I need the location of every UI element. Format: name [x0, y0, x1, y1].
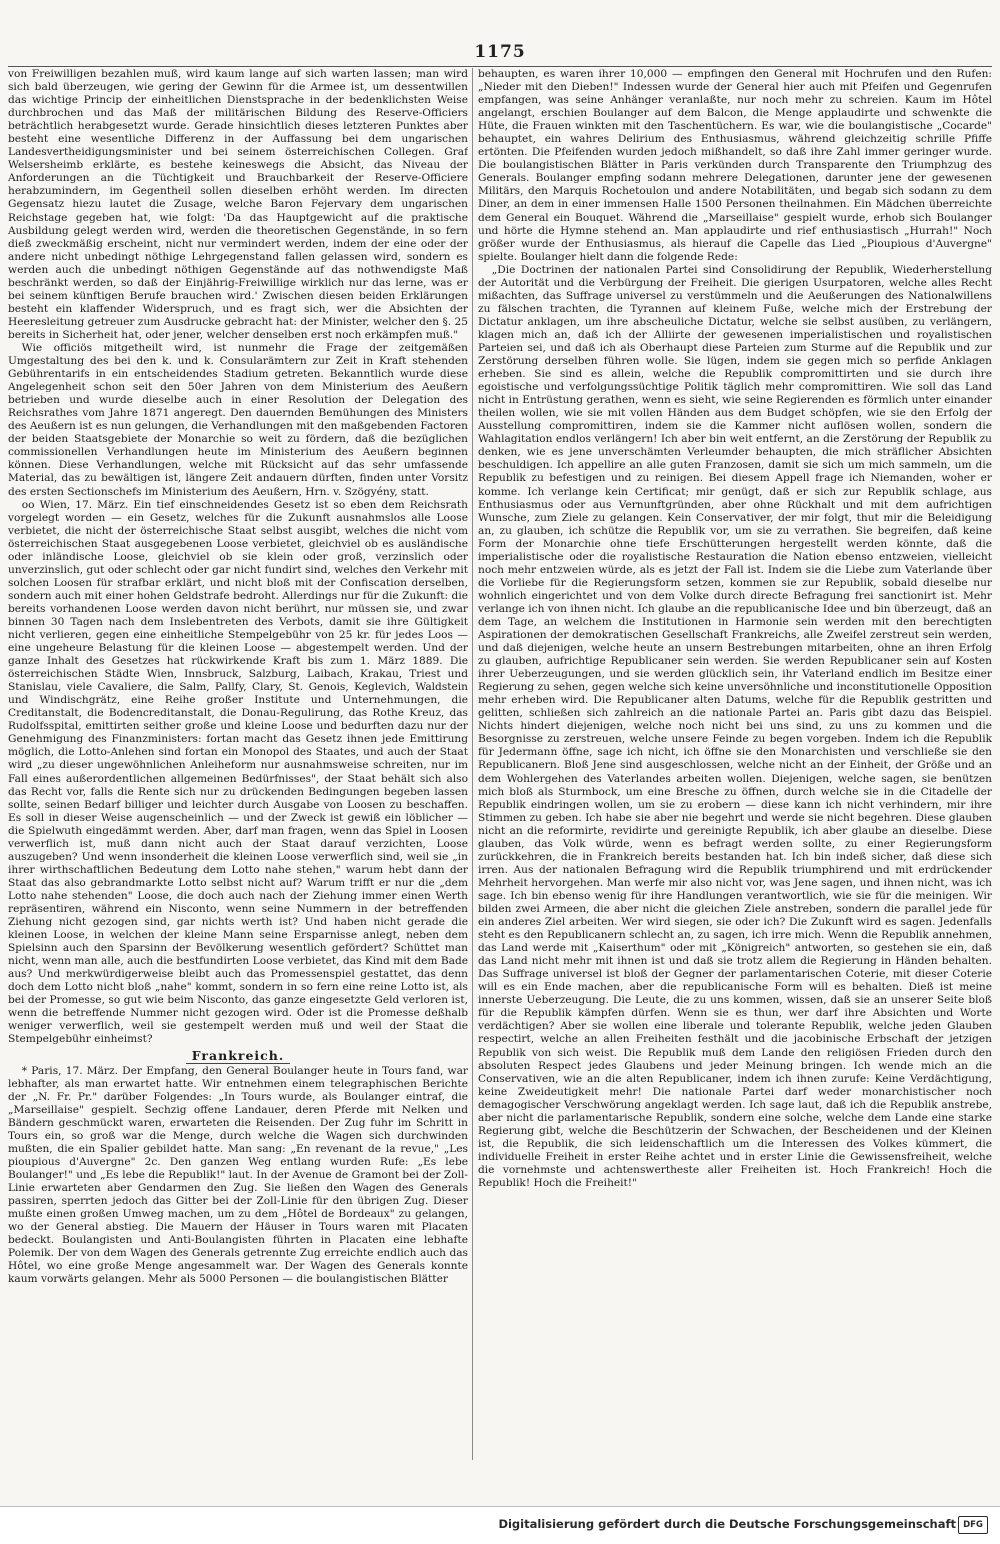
page-number: 1175	[474, 42, 526, 62]
footer-bar	[0, 1506, 1000, 1544]
article-paragraph: oo Wien, 17. März. Ein tief einschneidendes Gesetz ist so eben dem Reichsrath vorgelegt worden — ein Gesetz, welches für die Zukunft ausnahmslos alle Loose verbietet, die nicht der österreichische Staat selbst ausgibt, welches die nicht vom österreichischen Staat ausgegebenen Loose verbietet, gleichviel ob es ausländische oder inländische Loose, gleichviel ob sie klein oder groß, verzinslich oder unverzinslich, gut oder schlecht oder gar nicht fundirt sind, welches den Verkehr mit solchen Loosen für strafbar erklärt, und nicht bloß mit der Confiscation derselben, sondern auch mit einer hohen Geldstrafe bedroht. Allerdings nur für die Zukunft: die bereits vorhandenen Loose werden davon nicht berührt, nur müssen sie, und zwar binnen 30 Tagen nach dem Inslebentreten des Verbots, damit sie ihre Gültigkeit nicht verlieren, gegen eine einheitliche Stempelgebühr von 25 kr. für jedes Loos — eine ungeheure Belastung für die kleinen Loose — abgestempelt werden. Und der ganze Inhalt des Gesetzes hat rückwirkende Kraft bis zum 1. März 1889. Die österreichischen Städte Wien, Innsbruck, Salzburg, Laibach, Krakau, Triest und Stanislau, viele Cavaliere, die Salm, Pallfy, Clary, St. Genois, Keglevich, Waldstein und Windischgrätz, eine Reihe großer Institute und Unternehmungen, die Creditanstalt, die Bodencreditanstalt, die Donau-Regulirung, das Rothe Kreuz, das Rudolfsspital, emittirten seither große und kleine Loose und bedurften dazu nur der Genehmigung des Finanzministers: fortan macht das Gesetz ihnen jede Emittirung möglich, die Lotto-Anlehen sind fortan ein Monopol des Staates, und auch der Staat wird „zu dieser ungewöhnlichen Anleiheform nur ausnahmsweise schreiten, nur im Fall eines außerordentlichen allgemeinen Bedürfnisses", der Staat behält sich also das Recht vor, falls die Rente sich nur zu drückenden Bedingungen begeben lassen sollte, seinen Bedarf billiger und leichter durch Ausgabe von Loosen zu beschaffen. Es soll in dieser Weise augenscheinlich — und der Zweck ist gewiß ein löblicher — die Spielwuth eingedämmt werden. Aber, darf man fragen, wenn das Spiel in Loosen verwerflich ist, muß dann nicht auch der Staat darauf verzichten, Loose auszugeben? Und wenn insonderheit die kleinen Loose verwerflich sind, weil sie „in ihrer wirthschaftlichen Bedeutung dem Lotto nahe stehen," warum hebt dann der Staat das also gebrandmarkte Lotto selbst nicht auf? Warum trifft er nur die „dem Lotto nahe stehenden" Loose, die doch auch nach der Ziehung immer einen Werth repräsentiren, während ein Nisconto, wenn seine Nummern in der betreffenden Ziehung nicht gezogen sind, gar nichts werth ist? Und haben nicht gerade die kleinen Loose, in welchen der kleine Mann seine Ersparnisse anlegt, neben dem Spielsinn auch den Sparsinn der Bevölkerung wesentlich gefördert? Schüttet man nicht, wenn man alle, auch die bestfundirten Loose verbietet, das Kind mit dem Bade aus? Und merkwürdigerweise bleibt auch das Promessenspiel gestattet, das denn doch dem Lotto nicht bloß „nahe" kommt, sondern in so fern eine reine Lotto ist, als bei der Promesse, so gut wie beim Nisconto, das ganze eingesetzte Geld verloren ist, wenn die betreffende Nummer nicht gezogen wird. Oder ist die Promesse deßhalb weniger verwerflich, weil sie gestempelt werden muß und weil der Staat die Stempelgebühr einheimst?	[8, 498, 468, 1046]
column-divider	[472, 68, 473, 1460]
section-heading-text: Frankreich.	[186, 1049, 290, 1064]
article-paragraph: von Freiwilligen bezahlen muß, wird kaum lange auf sich warten lassen; man wird sich bald überzeugen, wie gering der Gewinn für die Armee ist, um dessentwillen das wichtige Princip der einheitlichen Dienstsprache in der bedenklichsten Weise durchbrochen und das Maß der militärischen Bildung des Reserve-Officiers beträchtlich herabgesetzt wurde. Gerade hinsichtlich dieses letzteren Punktes aber besteht eine wesentliche Differenz in der Auffassung bei dem ungarischen Landesvertheidigungsminister und bei seinem österreichischen Collegen. Graf Welsersheimb erklärte, es bestehe keineswegs die Absicht, das Niveau der Anforderungen an die Tüchtigkeit und Brauchbarkeit der Reserve-Officiere herabzumindern, im Gegentheil sollen dieselben erhöht werden. Im directen Gegensatz hiezu lautet die Zusage, welche Baron Fejervary dem ungarischen Reichstage gegeben hat, wie folgt: 'Da das Hauptgewicht auf die praktische Ausbildung gelegt werden wird, werden die theoretischen Gegenstände, in so fern dieß zweckmäßig erscheint, nicht nur vermindert werden, indem der eine oder der andere nicht unbedingt nöthige Lehrgegenstand fallen gelassen wird, sondern es werden auch die unbedingt nöthigen Gegenstände auf das nothwendigste Maß beschränkt werden, so daß der Einjährig-Freiwillige wirklich nur das lerne, was er bei seinem künftigen Berufe brauchen wird.' Zwischen diesen beiden Erklärungen besteht ein klaffender Widerspruch, und es fragt sich, wer die Absichten der Heeresleitung getreuer zum Ausdrucke gebracht hat: der Minister, welcher den §. 25 bereits in Sicherheit hat, oder jener, welcher denselben erst noch erkämpfen muß."	[8, 68, 468, 341]
article-paragraph: Wie officiös mitgetheilt wird, ist nunmehr die Frage der zeitgemäßen Umgestaltung des bei den k. und k. Consularämtern zur Zeit in Kraft stehenden Gebührentarifs in ein entscheidendes Stadium getreten. Bekanntlich wurde diese Angelegenheit schon seit den 50er Jahren von dem Ministerium des Aeußern betrieben und wurde dieselbe auch in einer Resolution der Delegation des Reichsrathes vom Jahre 1871 angeregt. Den dauernden Bemühungen des Ministers des Aeußern ist es nun gelungen, die Verhandlungen mit den maßgebenden Factoren der beiden Staatsgebiete der Monarchie so weit zu fördern, daß die bezüglichen commissionellen Verhandlungen heute im Ministerium des Aeußern beginnen können. Diese Verhandlungen, welche mit Rücksicht auf das sehr umfassende Material, das zu bewältigen ist, längere Zeit andauern dürften, finden unter Vorsitz des ersten Sectionschefs im Ministerium des Aeußern, Hrn. v. Szögyény, statt.	[8, 341, 468, 498]
left-column	[8, 68, 468, 1506]
right-column	[478, 68, 992, 1506]
dfg-logo: DFG	[958, 1516, 988, 1534]
section-heading	[8, 1049, 468, 1064]
article-paragraph: * Paris, 17. März. Der Empfang, den General Boulanger heute in Tours fand, war lebhafter, als man erwartet hatte. Wir entnehmen einem telegraphischen Berichte der „N. Fr. Pr." darüber Folgendes: „In Tours wurde, als Boulanger eintraf, die „Marseillaise" gespielt. Sechzig offene Landauer, deren Pferde mit Nelken und Bändern geschmückt waren, erwarteten die Reisenden. Der Zug fuhr im Schritt in Tours ein, so groß war die Menge, durch welche die Wagen sich durchwinden mußten, die ein Spalier gebildet hatte. Man sang: „En revenant de la revue," „Les pioupious d'Auvergne" 2c. Den ganzen Weg entlang wurden Rufe: „Es lebe Boulanger!" und „Es lebe die Republik!" laut. In der Avenue de Gramont bei der Zoll-Linie erwarteten aber Gendarmen den Zug. Sie ließen den Wagen des Generals passiren, sperrten jedoch das Gitter bei der Zoll-Linie für den übrigen Zug. Dieser mußte einen großen Umweg machen, um zu dem „Hôtel de Bordeaux" zu gelangen, wo der General abstieg. Die Mauern der Häuser in Tours waren mit Placaten bedeckt. Boulangisten und Anti-Boulangisten führten in Placaten eine lebhafte Polemik. Der von dem Wagen des Generals getrennte Zug erreichte endlich auch das Hôtel, wo eine große Menge angesammelt war. Der Wagen des Generals konnte kaum vorwärts gelangen. Mehr als 5000 Personen — die boulangistischen Blätter	[8, 1064, 468, 1286]
speech-paragraph: „Die Doctrinen der nationalen Partei sind Consolidirung der Republik, Wiederherstellung der Autorität und die Verbürgung der Freiheit. Die gierigen Usurpatoren, welche alles Recht mißachten, das Suffrage universel zu verstümmeln und die Aeußerungen des Nationalwillens zu fälschen trachten, die Tyrannen auf kleinem Fuße, welche mich der Erstrebung der Dictatur anklagen, um ihre abscheuliche Dictatur, welche sie selbst ausüben, zu verlängern, klagen mich an, daß ich der Alliirte der gewesenen imperialistischen und royalistischen Parteien sei, und daß ich als Oberhaupt diese Parteien zum Sturme auf die Republik und zur Zerstörung derselben führen wolle. Sie lügen, indem sie gegen mich so perfide Anklagen erheben. Sie sind es allein, welche die Republik compromittirten und sie durch ihre egoistische und verfolgungssüchtige Politik täglich mehr compromittiren. Wie soll das Land nicht in Entrüstung gerathen, wenn es sieht, wie seine Regierenden es förmlich unter einander theilen wollen, wie sie mit vollen Händen aus dem Budget schöpfen, wie sie den Erfolg der Ausstellung compromittiren, indem sie die Kammer nicht auflösen wollen, sondern die Wahlagitation endlos verlängern! Ich aber bin weit entfernt, an die Zerstörung der Republik zu denken, wie es jene unverschämten Verleumder behaupten, die mich sträflicher Absichten beschuldigen. Ich appellire an alle guten Franzosen, damit sie sich um mich sammeln, um die Republik zu befestigen und zu reinigen. Bei diesem Appell frage ich Niemanden, woher er komme. Ich verlange kein Certificat; mir genügt, daß er sich zur Republik schlage, aus Enthusiasmus oder aus Vernunftgründen, aber ohne Rückhalt und mit dem aufrichtigen Wunsche, zum Ziele zu gelangen. Kein Conservativer, der mir folgt, thut mir die Beleidigung an, zu glauben, ich schütze die Republik vor, um sie zu verrathen. Sie begreifen, daß keine Form der Monarchie ohne tiefe Erschütterungen hergestellt werden könnte, daß die imperialistische oder die royalistische Restauration die Nation ebenso entzweien, vielleicht noch mehr entzweien würde, als es jetzt der Fall ist. Indem sie die Liebe zum Vaterlande über die Vorliebe für die Regierungsform setzen, kommen sie zur Republik, sobald dieselbe nur wohnlich eingerichtet und von dem Volke durch directe Befragung frei sanctionirt ist. Mehr verlange ich von ihnen nicht. Ich glaube an die republicanische Idee und bin überzeugt, daß an dem Tage, an welchem die Institutionen in Harmonie sein werden mit den berechtigten Aspirationen der demokratischen Gesellschaft Frankreichs, alle Zweifel zerstreut sein werden, und daß diejenigen, welche heute an unsern Bestrebungen mitarbeiten, ohne an ihren Erfolg zu glauben, aufrichtige Republicaner sein werden. Sie werden Republicaner sein auf Kosten ihrer Ueberzeugungen, und sie werden glücklich sein, ihr Vaterland endlich im Besitze einer Regierung zu sehen, gegen welche sich keine unversöhnliche und inconstitutionelle Opposition mehr erheben wird. Die Republicaner alten Datums, welche für die Republik gestritten und gelitten, schließen sich zahlreich an die nationale Partei an. Paris gibt dazu das Beispiel. Nichts hindert diejenigen, welche noch nicht bei uns sind, zu uns zu kommen und die Besorgnisse zu zerstreuen, welche unsere Feinde zu begen vorgeben. Indem ich die Republik für Jedermann öffne, sage ich nicht, ich öffne sie den Monarchisten und verschließe sie den Republicanern. Bloß Jene sind ausgeschlossen, welche nicht an der Einheit, der Größe und an dem Wohlergehen des Vaterlandes arbeiten wollen. Diejenigen, welche sagen, sie benützen mich bloß als Sturmbock, um eine Bresche zu öffnen, durch welche sie in die Citadelle der Republik eindringen wollen, um sie zu erobern — diese kann ich nicht verhindern, mir ihre Stimmen zu geben. Ich habe sie aber nie begehrt und werde sie nicht begehren. Diese glauben nicht an die reformirte, revidirte und gereinigte Republik, ich aber glaube an dieselbe. Diese glauben, das Volk würde, wenn es befragt werden sollte, zu einer Regierungsform zurückkehren, die in Frankreich bereits bestanden hat. Ich bin indeß sicher, daß diese sich irren. Aus der nationalen Befragung wird die Republik triumphirend und mit erdrückender Mehrheit hervorgehen. Man werfe mir also nicht vor, was Jene sagen, und ihnen nicht, was ich sage. Ich bin ebenso wenig für ihre Handlungen verantwortlich, wie sie für die meinigen. Wir bilden zwei Armeen, die aber nicht die gleichen Ziele anstreben, sondern die parallel jede für ein anderes Ziel arbeiten. Wer wird siegen, sie oder ich? Die Zukunft wird es sagen. Jedenfalls steht es den Republicanern schlecht an, zu sagen, ich irre mich. Wenn die Republik annehmen, das Land werde mit „Kaiserthum" oder mit „Königreich" antworten, so gestehen sie ein, daß das Land nicht mehr mit ihnen ist und daß sie trotz allem die Regierung in Händen behalten. Das Suffrage universel ist bloß der Gegner der parlamentarischen Coterie, mit dieser Coterie will es ein Ende machen, aber die republicanische Form will es behalten. Dieß ist meine innerste Ueberzeugung. Die Leute, die zu uns kommen, wissen, daß sie an unserer Seite bloß für die Republik kämpfen dürfen. Wenn sie es thun, wer darf ihre Absichten und Worte verdächtigen? Aber sie wollen eine liberale und tolerante Republik, welche jeden Glauben respectirt, welche an allen Freiheiten festhält und die jacobinische Erbschaft der jetzigen Republik von sich weist. Die Republik muß dem Lande den religiösen Frieden durch den absoluten Respect jedes Glaubens und jeder Meinung bringen. Ich wende mich an die Conservativen, wie an die alten Republicaner, indem ich ihnen zurufe: Keine Verdächtigung, keine Zweideutigkeit mehr! Die nationale Partei darf weder monarchistischer noch demagogischer Verschwörung angeklagt werden. Ich sage laut, daß ich die Republik anstrebe, aber nicht die parlamentarische Republik, sondern eine solche, welche dem Lande eine starke Regierung gibt, welche die Beschützerin der Schwachen, der Bescheidenen und der Kleinen ist, die Republik, die sich leidenschaftlich um die Interessen des Volkes kümmert, die individuelle Freiheit in erster Reihe achtet und in erster Linie die Gewissensfreiheit, welche die vornehmste und achtenswertheste aller Freiheiten ist. Hoch Frankreich! Hoch die Republik! Hoch die Freiheit!"	[478, 263, 992, 1189]
funding-credit: Digitalisierung gefördert durch die Deutsche Forschungsgemeinschaft	[498, 1517, 956, 1531]
header-rule	[8, 66, 992, 67]
article-paragraph: behaupten, es waren ihrer 10,000 — empfingen den General mit Hochrufen und den Rufen: „Nieder mit den Dieben!" Indessen wurde der General hier auch mit Pfeifen und Gegenrufen empfangen, was seine Anhänger veranlaßte, nur noch mehr zu schreien. Kaum im Hôtel angelangt, erschien Boulanger auf dem Balcon, die Menge applaudirte und schwenkte die Hüte, die Frauen winkten mit den Taschentüchern. Es war, wie die boulangistische „Cocarde" behauptet, ein wahres Delirium des Enthusiasmus, während gleichzeitig schrille Pfiffe ertönten. Die Pfeifenden wurden jedoch mißhandelt, so daß ihre Zahl immer geringer wurde. Die boulangistischen Blätter in Paris verkünden durch Transparente den Triumphzug des Generals. Boulanger empfing sodann mehrere Delegationen, darunter jene der gewesenen Militärs, den Marquis Rochetoulon und andere Notabilitäten, und begab sich sodann zu dem Diner, an dem in einer immensen Halle 1500 Personen theilnahmen. Ein Mädchen überreichte dem General ein Bouquet. Während die „Marseillaise" gespielt wurde, erhob sich Boulanger und hörte die Hymne stehend an. Man applaudirte und rief enthusiastisch „Hurrah!" Noch größer wurde der Enthusiasmus, als hierauf die Capelle das Lied „Pioupious d'Auvergne" spielte. Boulanger hielt dann die folgende Rede:	[478, 68, 992, 263]
